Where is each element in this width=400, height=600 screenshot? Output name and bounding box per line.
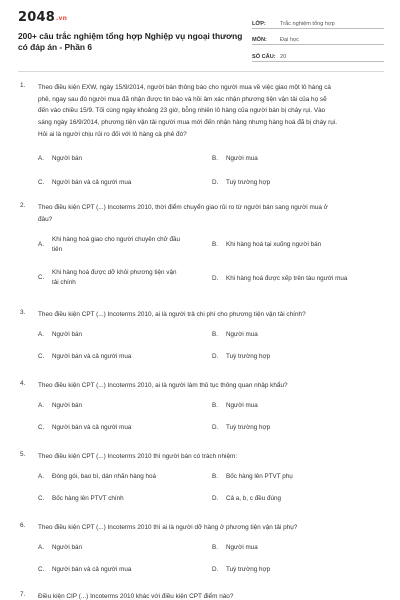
option-text: Cả a, b, c đều đúng <box>226 495 281 502</box>
option-letter: A. <box>38 241 44 249</box>
option-b[interactable] <box>212 401 382 411</box>
option-letter: A. <box>38 155 44 163</box>
option-a[interactable] <box>38 472 208 482</box>
option-text: Khi hàng hoá tại xuống người bán <box>226 241 322 248</box>
option-d[interactable] <box>212 565 382 575</box>
option-letter: B. <box>212 544 218 552</box>
option-letter: A. <box>38 331 44 339</box>
logo-suffix: .vn <box>55 15 68 22</box>
option-text: Bốc hàng lên PTVT phụ <box>226 473 293 480</box>
option-c[interactable] <box>38 494 208 504</box>
option-text: Người bán và cả người mua <box>52 353 132 360</box>
option-a[interactable] <box>38 235 203 254</box>
option-text: Người bán <box>52 544 83 551</box>
question-text: Theo điều kiện CPT (...) Incoterms 2010 thì ai là người dỡ hàng ở phương tiện vận tải phụ? <box>38 524 298 531</box>
option-a[interactable] <box>38 401 208 411</box>
option-b[interactable] <box>212 472 382 482</box>
option-text: Người bán <box>52 402 83 409</box>
meta-value: Đại học <box>280 37 299 43</box>
meta-label: MÔN: <box>252 37 267 43</box>
question-text: Theo điều kiện EXW, ngày 15/9/2014, người bán thông báo cho người mua về việc giao một lô hàng cá phê, ngay sau đó người mua đã nhận được tin báo và hồi âm xác nhận phương tiện vận tải của họ sẽ đến vào chiều 15/9. Tối cùng ngày khoảng 23 giờ, bỗng nhiên lô hàng của người bán bị cháy rụi. Vào sáng ngày 16/9/2014, phương tiện vận tải người mua mới đến nhận hàng nhưng hàng hoá đã bị cháy rụi. Hỏi ai là người chịu rủi ro đối với lô hàng cà phê đó? <box>38 84 337 138</box>
question-number: 3. <box>20 309 26 316</box>
option-letter: B. <box>212 241 218 249</box>
question-number: 6. <box>20 522 26 529</box>
option-letter: B. <box>212 473 218 481</box>
site-logo[interactable] <box>18 10 67 25</box>
option-c[interactable] <box>38 268 203 287</box>
option-text: Người bán <box>52 331 83 338</box>
option-text: Đóng gói, bao bì, dán nhãn hàng hoá <box>52 473 156 480</box>
option-letter: B. <box>212 331 218 339</box>
option-c[interactable] <box>38 423 208 433</box>
option-letter: B. <box>212 155 218 163</box>
option-text: Người bán và cả người mua <box>52 424 132 431</box>
option-letter: D. <box>212 495 219 503</box>
option-letter: C. <box>38 179 45 187</box>
option-b[interactable] <box>212 240 382 250</box>
option-text: Người bán và cả người mua <box>52 566 132 573</box>
question-text: Điều kiện CIP (...) Incoterms 2010 khác với điều kiện CPT điểm nào? <box>38 593 234 600</box>
option-text: Tuỳ trường hợp <box>226 566 271 573</box>
question-text: Theo điều kiện CPT (...) Incoterms 2010 thì người bán có trách nhiệm: <box>38 453 238 460</box>
option-d[interactable] <box>212 274 382 284</box>
option-letter: D. <box>212 179 219 187</box>
header-divider <box>18 71 384 72</box>
option-b[interactable] <box>212 330 382 340</box>
option-b[interactable] <box>212 154 382 164</box>
option-c[interactable] <box>38 565 208 575</box>
question-number: 7. <box>20 591 26 598</box>
option-letter: A. <box>38 473 44 481</box>
option-text: Tuỳ trường hợp <box>226 353 271 360</box>
question-text: Theo điều kiện CPT (...) Incoterms 2010, ai là người làm thủ tục thông quan nhập khẩu? <box>38 382 288 389</box>
question-text: Theo điều kiện CPT (...) Incoterms 2010, thời điểm chuyển giao rủi ro từ người bán sang người mua ở đâu? <box>38 204 328 223</box>
option-text: Tuỳ trường hợp <box>226 179 271 186</box>
option-text: Người bán <box>52 155 83 162</box>
option-text: Tuỳ trường hợp <box>226 424 271 431</box>
option-text: Người mua <box>226 402 258 409</box>
question-number: 4. <box>20 380 26 387</box>
option-letter: D. <box>212 353 219 361</box>
option-letter: D. <box>212 275 219 283</box>
question-text: Theo điều kiện CPT (...) Incoterms 2010, ai là người trả chi phí cho phương tiện vận tải chính? <box>38 311 306 318</box>
question-number: 2. <box>20 202 26 209</box>
option-text: Khi hàng hoá được dỡ khỏi phương tiện vận tải chính <box>52 269 177 286</box>
option-text: Người bán và cả người mua <box>52 179 132 186</box>
option-letter: C. <box>38 274 45 282</box>
question-number: 1. <box>20 82 26 89</box>
option-b[interactable] <box>212 543 382 553</box>
meta-row-subject <box>252 29 384 46</box>
option-text: Khi hàng hoá giao cho người chuyên chở đầu tiên <box>52 236 181 253</box>
option-c[interactable] <box>38 178 208 188</box>
meta-label: LỚP: <box>252 20 266 27</box>
option-letter: A. <box>38 402 44 410</box>
option-text: Người mua <box>226 331 258 338</box>
option-a[interactable] <box>38 154 208 164</box>
worksheet-header <box>0 0 400 68</box>
option-text: Người mua <box>226 155 258 162</box>
option-letter: D. <box>212 566 219 574</box>
option-a[interactable] <box>38 330 208 340</box>
option-d[interactable] <box>212 178 382 188</box>
option-letter: C. <box>38 495 45 503</box>
option-text: Khi hàng hoá được xếp trên tàu người mua <box>226 275 348 282</box>
option-d[interactable] <box>212 352 382 362</box>
meta-row-class <box>252 12 384 29</box>
option-text: Người mua <box>226 544 258 551</box>
option-letter: B. <box>212 402 218 410</box>
option-text: Bốc hàng lên PTVT chính <box>52 495 124 502</box>
option-letter: C. <box>38 424 45 432</box>
option-letter: C. <box>38 353 45 361</box>
meta-value: Trắc nghiệm tổng hợp <box>280 20 335 27</box>
option-letter: D. <box>212 424 219 432</box>
option-a[interactable] <box>38 543 208 553</box>
logo-text: 2048 <box>18 10 55 25</box>
meta-value: 20 <box>280 53 287 60</box>
question-number: 5. <box>20 451 26 458</box>
option-letter: A. <box>38 544 44 552</box>
meta-label: SỐ CÂU: <box>252 53 276 60</box>
meta-row-count <box>252 45 384 62</box>
option-d[interactable] <box>212 494 382 504</box>
option-c[interactable] <box>38 352 208 362</box>
option-d[interactable] <box>212 423 382 433</box>
document-title: 200+ câu trắc nghiệm tổng hợp Nghiệp vụ ngoại thương có đáp án - Phần 6 <box>18 31 243 52</box>
option-letter: C. <box>38 566 45 574</box>
meta-box <box>252 12 384 62</box>
